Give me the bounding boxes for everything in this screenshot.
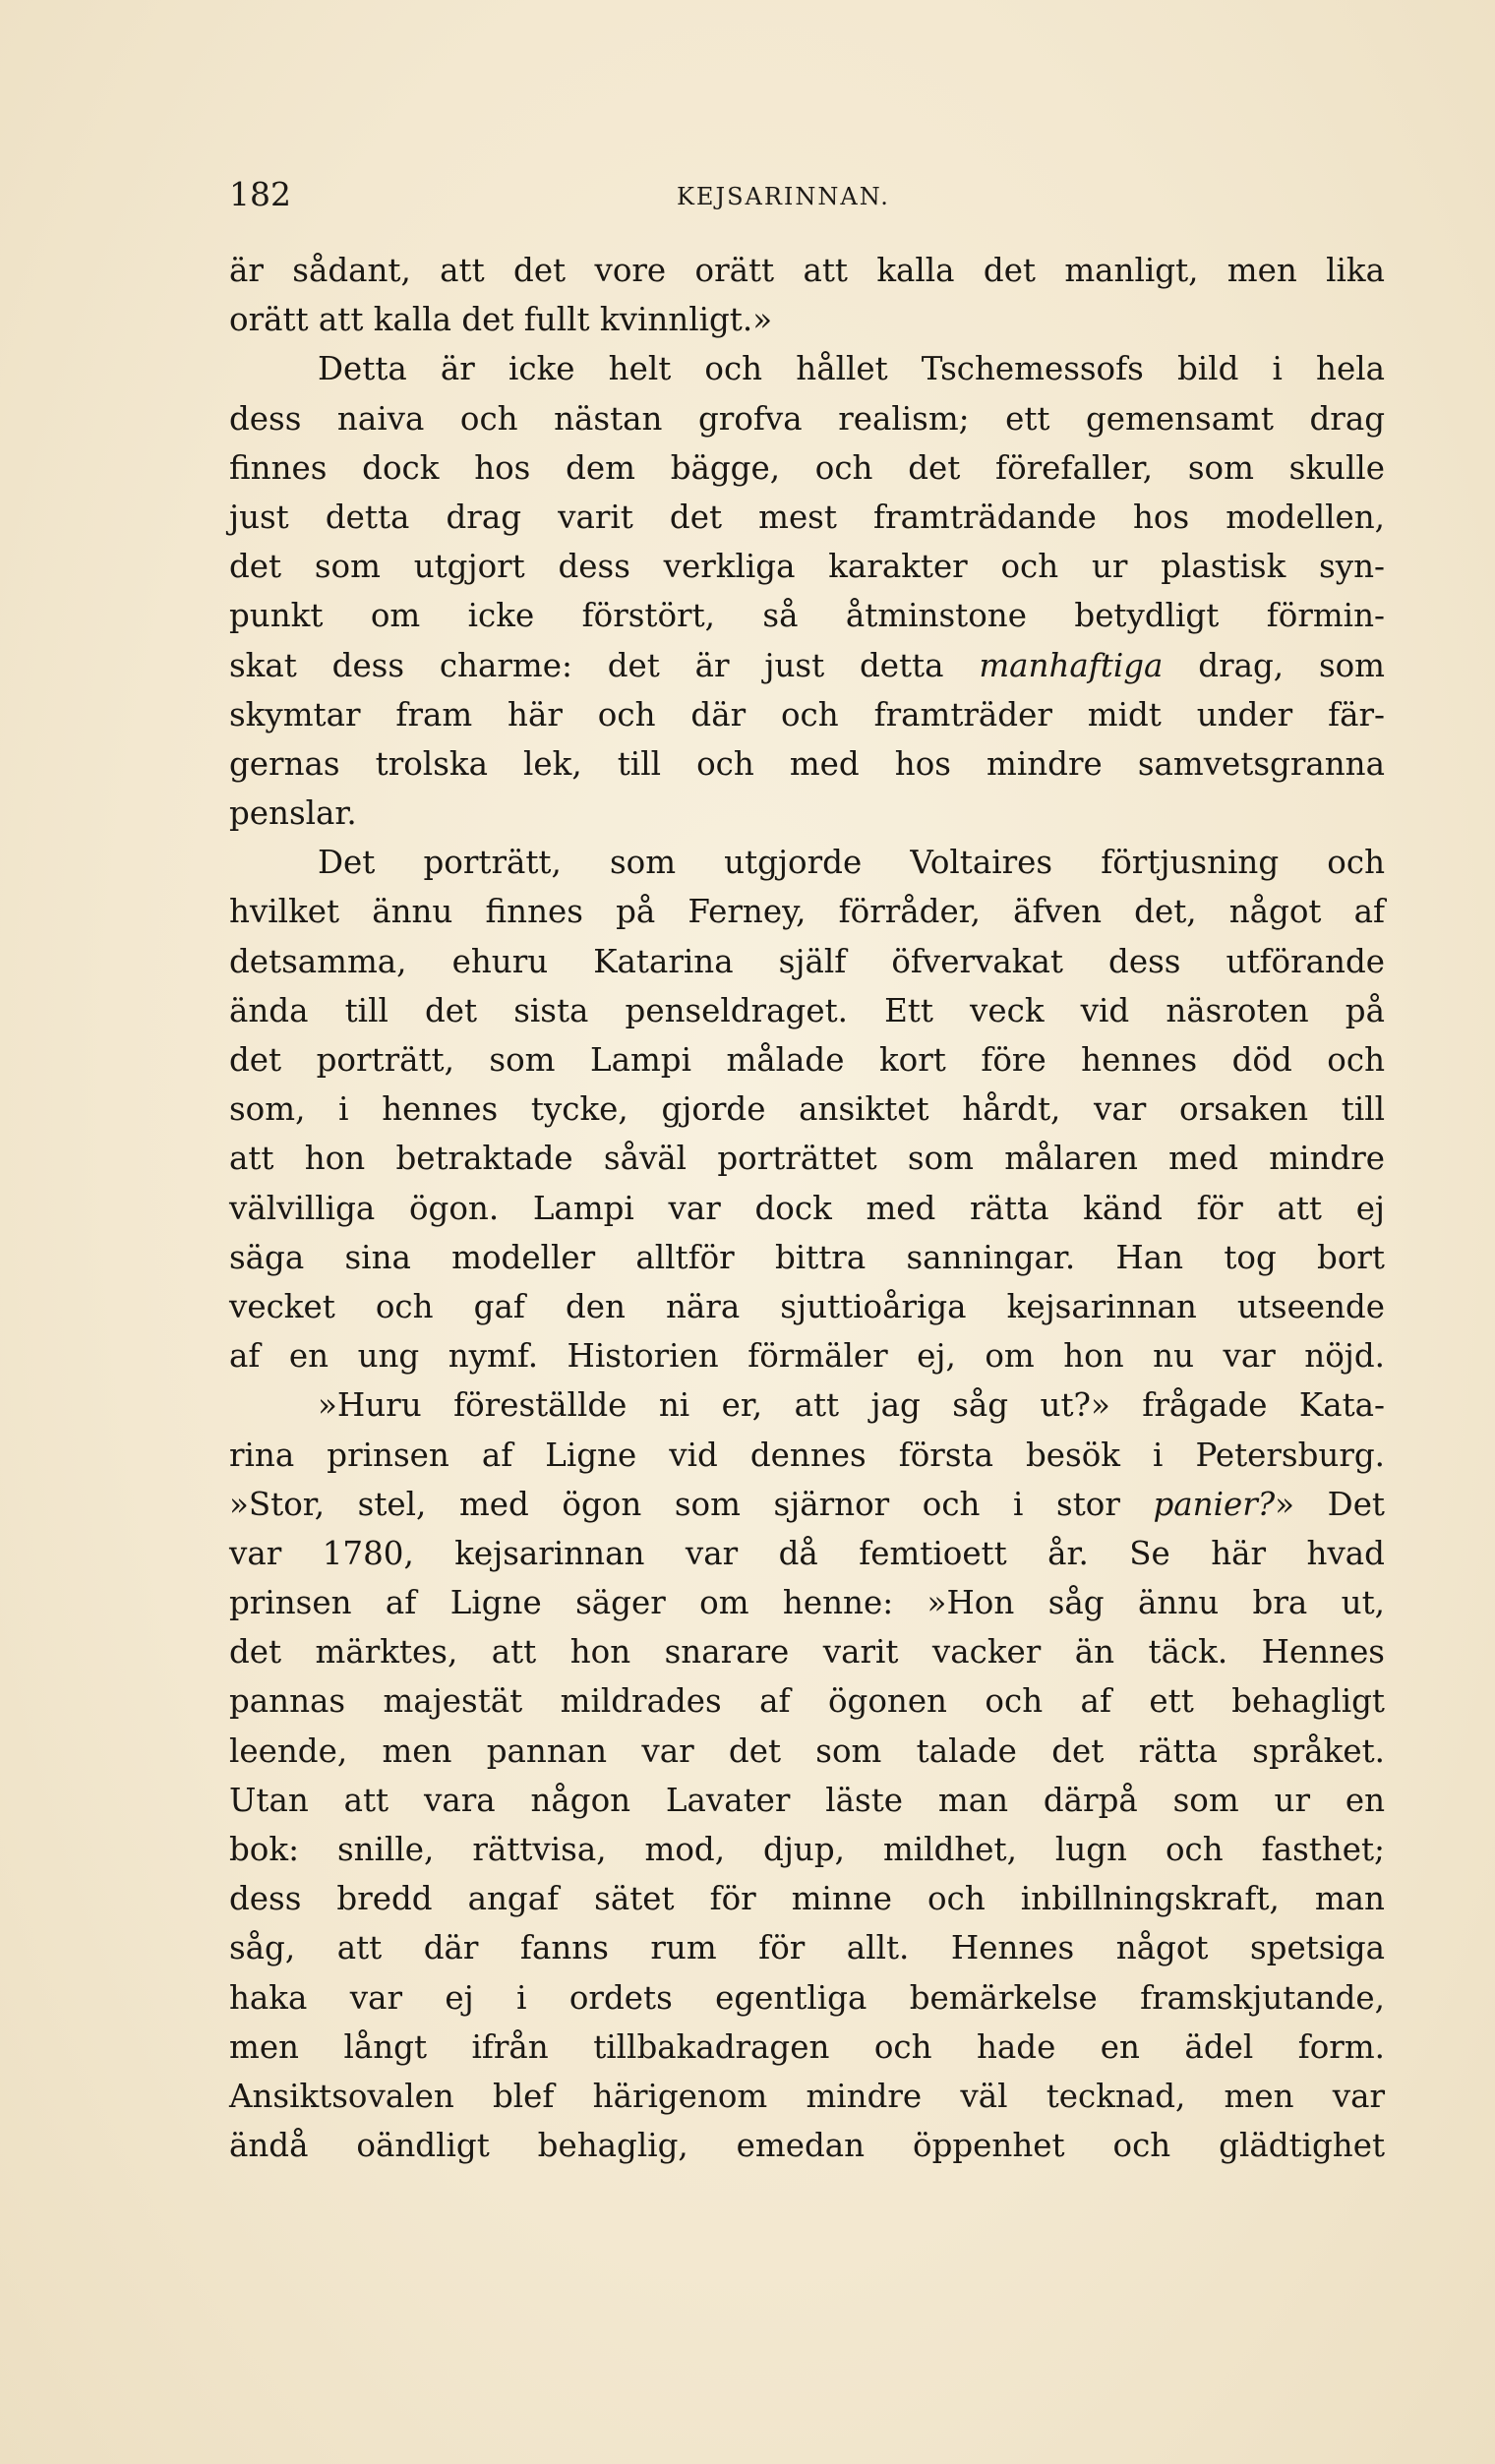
text-line: var 1780, kejsarinnan var då femtioett år. Se här hvad — [229, 1534, 1385, 1572]
text-line: ändå oändligt behaglig, emedan öppenhet och glädtighet — [229, 2127, 1385, 2165]
text-segment: skat dess charme: det är just detta — [229, 646, 980, 684]
text-line: punkt om icke förstört, så åtminstone betydligt förmin- — [229, 597, 1385, 635]
text-line: leende, men pannan var det som talade det rätta språket. — [229, 1731, 1385, 1770]
text-line: detsamma, ehuru Katarina själf öfvervakat dess utförande — [229, 942, 1385, 980]
text-line: ända till det sista penseldraget. Ett veck vid näsroten på — [229, 991, 1385, 1029]
text-line: det porträtt, som Lampi målade kort före hennes död och — [229, 1041, 1385, 1079]
text-segment: » Det — [1275, 1485, 1385, 1523]
text-line: pannas majestät mildrades af ögonen och af ett behagligt — [229, 1682, 1385, 1721]
text-line: Utan att vara någon Lavater läste man därpå som ur en — [229, 1781, 1385, 1819]
text-line: rina prinsen af Ligne vid dennes första besök i Petersburg. — [229, 1436, 1385, 1474]
text-segment: drag, som — [1163, 646, 1386, 684]
text-line: just detta drag varit det mest framträdande hos modellen, — [229, 498, 1385, 536]
text-line: vecket och gaf den nära sjuttioåriga kejsarinnan utseende — [229, 1287, 1385, 1325]
text-line: hvilket ännu finnes på Ferney, förråder, äfven det, något af — [229, 893, 1385, 931]
page-number: 182 — [229, 175, 291, 213]
text-line: af en ung nymf. Historien förmäler ej, om hon nu var nöjd. — [229, 1337, 1385, 1376]
text-line: bok: snille, rättvisa, mod, djup, mildhet, lugn och fasthet; — [229, 1831, 1385, 1868]
text-line — [229, 641, 1385, 690]
text-line: finnes dock hos dem bägge, och det förefaller, som skulle — [229, 448, 1385, 487]
text-line: »Huru föreställde ni er, att jag såg ut?» frågade Kata- — [318, 1386, 1385, 1425]
text-line: är sådant, att det vore orätt att kalla det manligt, men lika — [229, 252, 1385, 289]
text-line: haka var ej i ordets egentliga bemärkelse framskjutande, — [229, 1978, 1385, 2017]
text-line: välvilliga ögon. Lampi var dock med rätta känd för att ej — [229, 1189, 1385, 1227]
text-line — [229, 1480, 1385, 1529]
text-line: orätt att kalla det fullt kvinnligt.» — [229, 301, 773, 339]
text-line: prinsen af Ligne säger om henne: »Hon såg ännu bra ut, — [229, 1584, 1385, 1622]
page-header — [229, 175, 1385, 224]
text-line: dess bredd angaf sätet för minne och inbillningskraft, man — [229, 1880, 1385, 1918]
text-segment: »Stor, stel, med ögon som sjärnor och i stor — [229, 1485, 1154, 1523]
running-head: KEJSARINNAN. — [677, 183, 890, 210]
body-text — [229, 246, 1385, 2170]
text-line: Detta är icke helt och hållet Tschemessofs bild i hela — [318, 350, 1385, 388]
text-line: att hon betraktade såväl porträttet som målaren med mindre — [229, 1140, 1385, 1178]
text-line: gernas trolska lek, till och med hos mindre samvetsgranna — [229, 744, 1385, 783]
text-line: det som utgjort dess verkliga karakter och ur plastisk syn- — [229, 548, 1385, 586]
text-line: dess naiva och nästan grofva realism; ett gemensamt drag — [229, 399, 1385, 438]
text-line: Ansiktsovalen blef härigenom mindre väl tecknad, men var — [229, 2077, 1385, 2115]
text-line: som, i hennes tycke, gjorde ansiktet hårdt, var orsaken till — [229, 1090, 1385, 1129]
italic-word: panier? — [1153, 1485, 1276, 1523]
text-line: såg, att där fanns rum för allt. Hennes något spetsiga — [229, 1929, 1385, 1967]
text-line: Det porträtt, som utgjorde Voltaires förtjusning och — [318, 844, 1385, 882]
text-line: skymtar fram här och där och framträder midt under fär- — [229, 695, 1385, 733]
text-line: det märktes, att hon snarare varit vacker än täck. Hennes — [229, 1633, 1385, 1672]
text-line: säga sina modeller alltför bittra sanningar. Han tog bort — [229, 1238, 1385, 1276]
italic-word: manhaftiga — [979, 646, 1164, 684]
text-line: penslar. — [229, 794, 357, 833]
text-line: men långt ifrån tillbakadragen och hade en ädel form. — [229, 2027, 1385, 2066]
